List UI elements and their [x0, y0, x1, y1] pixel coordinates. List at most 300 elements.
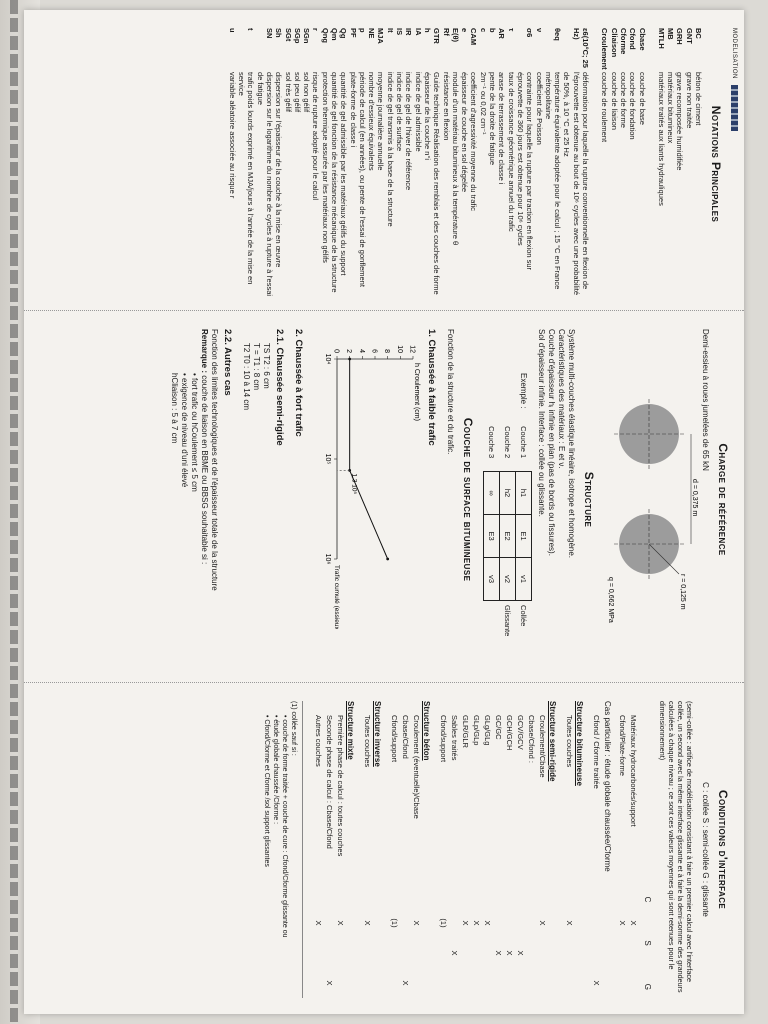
- notation-description: matériaux bitumineux: [666, 72, 676, 144]
- notation-description: trafic poids lourds exprimé en MJA/jours à l'année de la mise en service: [237, 72, 256, 285]
- notation-description: coefficient d'agressivité moyenne du trafic: [469, 72, 479, 211]
- notation-description: couche de forme: [618, 72, 628, 128]
- notation-row: [619, 28, 628, 300]
- structure-line: Caractéristiques des matériaux : E et ν.: [557, 329, 566, 469]
- remark-bullet-text: exigence de niveau d'uni élevé: [180, 378, 189, 488]
- notation-symbol: IA: [413, 28, 423, 36]
- footnote-text: couche de forme traitée + couche de cure : Cfond/Cforme glissante ou: [281, 719, 288, 938]
- notation-description: sol non gélif: [302, 72, 312, 113]
- remark-bullet: • fort trafic ou hCoulement ≤ 5 cm: [190, 373, 199, 492]
- interface-mark: [526, 938, 537, 968]
- interface-mark: [313, 968, 324, 998]
- notation-row: [395, 28, 404, 300]
- notation-symbol: MB: [666, 28, 676, 40]
- notation-description: dispersion sur le logarithme du nombre de cycles à rupture à l'essai de fatigue: [255, 72, 274, 297]
- interface-row: [564, 701, 575, 998]
- notation-symbol: Rf: [441, 28, 451, 36]
- interface-row: [335, 701, 346, 998]
- notation-description: grave recomposée humidifiée: [675, 72, 685, 171]
- notation-row: [666, 28, 675, 300]
- notation-row: [227, 28, 236, 300]
- low-traffic-heading: 1. Chaussée à faible trafic: [426, 329, 437, 446]
- interface-row-label: Autres couches: [314, 715, 323, 767]
- structure-line: Sol d'épaisseur infinie. Interface : collée ou glissante.: [537, 329, 546, 517]
- notation-symbol: CAM: [469, 28, 479, 46]
- notation-symbol: IR: [404, 28, 414, 36]
- notations-title: Notations Principales: [709, 105, 723, 223]
- remark-bullets: [179, 329, 199, 670]
- notation-description: indice de gel transmis à la base de la structure: [385, 72, 395, 227]
- notations-group-layers: [600, 28, 646, 300]
- example-label-cell: [484, 369, 500, 422]
- header-stripe: [731, 85, 738, 131]
- thickness-traffic: T = T1: [252, 343, 261, 367]
- interface-mark: [515, 968, 526, 998]
- notation-description: sol peu gélif: [292, 72, 302, 113]
- notation-symbol: ν: [534, 28, 544, 33]
- notation-description: module d'un matériau bitumineux à la température θ: [450, 72, 460, 246]
- notation-description: nombre d'essieux équivalents: [367, 72, 377, 171]
- notation-description: couche de base: [637, 72, 647, 125]
- notation-symbol: r: [311, 28, 321, 31]
- notation-row: [237, 28, 256, 300]
- interface-mark: [564, 938, 575, 968]
- interface-row: [313, 701, 324, 998]
- notation-description: couche de roulement: [600, 72, 610, 143]
- notations-group-parameters: [227, 28, 590, 300]
- interface-mark: X: [314, 920, 323, 926]
- semi-rigid-heading: 2.1. Chaussée semi-rigide: [274, 329, 285, 446]
- notation-row: [367, 28, 376, 300]
- interface-mark: [526, 908, 537, 938]
- interface-mark: [460, 968, 471, 998]
- remark-text: couche de liaison en BBME ou BBSG souhaitable si :: [200, 375, 209, 565]
- q-label: q = 0,662 MPa: [607, 577, 614, 623]
- notation-symbol: SGp: [292, 28, 302, 44]
- interface-mark: [438, 968, 449, 998]
- structure-line: Système multi-couches élastique linéaire, isotrope et homogène.: [567, 329, 576, 559]
- notation-symbol: GRH: [675, 28, 685, 45]
- notation-description: couche de fondation: [628, 72, 638, 140]
- notation-row: [675, 28, 684, 300]
- interface-mark: [400, 938, 411, 968]
- notation-symbol: PF: [348, 28, 358, 38]
- reference-caption: Demi-essieu à roues jumelées de 65 kN: [701, 329, 710, 471]
- interface-legend: C : collée S : semi-collée G : glissante: [701, 782, 710, 917]
- notation-row: [302, 28, 311, 300]
- notation-description: variable aléatoire associée au risque r: [227, 72, 237, 199]
- notation-symbol: IS: [395, 28, 405, 36]
- interface-section-title: Structure semi-rigide: [548, 701, 557, 782]
- interface-col-header: G: [643, 983, 652, 990]
- notation-row: [478, 28, 487, 300]
- notation-row: [628, 28, 637, 300]
- layer-name: Couche 2: [503, 426, 512, 459]
- notation-row: [311, 28, 320, 300]
- interface-mark: (1): [390, 918, 399, 928]
- footnote-text: étude globale chaussée /Cforme :: [272, 719, 279, 825]
- notation-row: [469, 28, 478, 300]
- interface-section-title: Structure béton: [422, 701, 431, 761]
- interface-row-label: Cfond / Cforme traitée: [592, 715, 601, 789]
- interface-row-label: GLp/GLp: [472, 715, 481, 746]
- notation-symbol: GNT: [684, 28, 694, 44]
- interface-column: [24, 682, 744, 1014]
- notation-symbol: p: [357, 28, 367, 33]
- layer-modulus: E1: [516, 515, 532, 558]
- interface-mark: [482, 938, 493, 968]
- example-label-cell: Exemple :: [519, 373, 528, 409]
- notation-description: indice de gel de l'hiver de référence: [404, 72, 414, 191]
- notation-symbol: NE: [367, 28, 377, 39]
- interface-mark: X: [412, 920, 421, 926]
- interface-mark: X: [483, 920, 492, 926]
- notation-symbol: SN: [264, 28, 274, 39]
- interface-mark: (1): [439, 918, 448, 928]
- interface-row-label: GCH/GCH: [505, 715, 514, 751]
- y-tick-label: 8: [383, 349, 391, 353]
- notation-row: [255, 28, 274, 300]
- high-traffic-heading: 2. Chaussée à fort trafic: [293, 329, 304, 437]
- notation-symbol: MJA: [376, 28, 386, 44]
- surface-thickness-chart: [317, 329, 423, 629]
- y-tick-label: 4: [357, 349, 365, 353]
- interface-mark: [591, 908, 602, 938]
- interface-mark: X: [565, 920, 574, 926]
- interface-row: [617, 701, 628, 998]
- interface-row: [591, 701, 602, 998]
- remark-bullet: • exigence de niveau d'uni élevé: [180, 373, 189, 488]
- interface-row: [362, 701, 373, 998]
- interface-row: [324, 701, 335, 998]
- notation-symbol: It: [385, 28, 395, 33]
- interface-row-label: Cfond/Plate-forme: [618, 715, 627, 776]
- notation-symbol: AR: [497, 28, 507, 39]
- thickness-row: TS T2 : 6 cm: [262, 343, 271, 389]
- notation-symbol: Cfond: [628, 28, 638, 50]
- footnote-text: Cfond/Cforme et Cforme /sol support glissantes: [263, 719, 270, 867]
- structure-title: Structure: [582, 471, 596, 528]
- footnote-title: (1) collée sauf si :: [290, 701, 297, 756]
- notation-symbol: Cforme: [618, 28, 628, 55]
- layer-thickness: h2: [500, 472, 516, 515]
- interface-mark: [389, 938, 400, 968]
- interface-mark: [617, 938, 628, 968]
- y-tick-label: 2: [345, 349, 353, 353]
- interface-mark: [324, 908, 335, 938]
- notation-row: [506, 28, 515, 300]
- interface-mark: [449, 968, 460, 998]
- notation-description: pente de la droite de fatigue: [488, 72, 498, 165]
- interface-mark: [564, 968, 575, 998]
- interface-title: Conditions d'interface: [716, 789, 730, 910]
- notation-row: [358, 28, 367, 300]
- interface-mark: X: [461, 920, 470, 926]
- layer-modulus: E3: [484, 515, 500, 558]
- d-label: d = 0,375 m: [691, 479, 698, 517]
- notation-symbol: MTLH: [656, 28, 666, 49]
- layer-poisson: v2: [500, 558, 516, 601]
- notation-description: couche de liaison: [609, 72, 619, 130]
- r-label: r = 0,125 m: [679, 574, 686, 610]
- interface-row-label: Matériaux hydrocarbonés/support: [629, 715, 638, 827]
- interface-particular-row: [591, 701, 602, 998]
- interface-row: [537, 701, 548, 998]
- notation-row: [339, 28, 348, 300]
- notation-description: coefficient de Poisson: [534, 72, 544, 145]
- notation-symbol: Cbase: [637, 28, 647, 51]
- notation-description: indice de gel admissible: [413, 72, 423, 152]
- interface-row: [411, 701, 422, 998]
- interface-row: [449, 701, 460, 998]
- running-header-label: MODELISATION: [731, 28, 738, 79]
- interface-row-label: GLR/GLR: [461, 715, 470, 748]
- interface-mark: [449, 908, 460, 938]
- notation-symbol: Qm: [330, 28, 340, 41]
- interface-mark: [411, 938, 422, 968]
- interface-mark: X: [494, 950, 503, 956]
- twin-wheel-diagram: [604, 329, 699, 670]
- footnote-line: • Cfond/Cforme et Cforme /sol support glissantes: [263, 715, 270, 867]
- notation-description: plate-forme de classe i: [348, 72, 358, 148]
- interface-mark: [313, 938, 324, 968]
- notation-symbol: Qg: [339, 28, 349, 39]
- notation-description: béton de ciment: [694, 72, 703, 126]
- interface-row: [460, 701, 471, 998]
- notation-row: [488, 28, 497, 300]
- interface-row: [504, 701, 515, 998]
- layer-name: Couche 3: [487, 426, 496, 459]
- notation-row: [348, 28, 357, 300]
- notation-row: [451, 28, 460, 300]
- interface-section-title: Structure inverse: [373, 701, 382, 767]
- interface-section-title: Structure mixte: [346, 701, 355, 760]
- notations-group-materials: [657, 28, 703, 300]
- footnote-line: • étude globale chaussée /Cforme :: [272, 715, 279, 825]
- reference-column: [24, 310, 744, 682]
- notation-row: [544, 28, 563, 300]
- semi-collee-note: (semi-collée : artifice de modélisation consistant à faire un premier calcul avec l'interface collée, un second avec la même interface glissante et à faire la demi-somme des grandeurs calculées à chaque niveau ; ce sont ces valeurs moyennes qui sont retenues pour le dimensionnement): [658, 701, 694, 993]
- notation-description: taux de croissance géométrique annuel du trafic: [506, 72, 516, 232]
- interface-row: [526, 701, 537, 998]
- other-cases-text: Fonction des limites technologiques et de l'épaisseur totale de la structure: [210, 329, 219, 591]
- layer-name: Couche 1: [519, 426, 528, 459]
- remark-bullet-text: fort trafic ou hCoulement ≤ 5 cm: [190, 378, 199, 492]
- interface-col-header: C: [643, 896, 652, 903]
- notation-description: sol très gélif: [283, 72, 293, 113]
- notation-symbol: Cliaison: [609, 28, 619, 58]
- notation-row: [432, 28, 441, 300]
- notation-row: [534, 28, 543, 300]
- interface-footnote: [262, 701, 303, 998]
- notation-description: indice de gel de surface: [395, 72, 405, 152]
- notation-symbol: Qng: [320, 28, 330, 43]
- interface-mark: [335, 968, 346, 998]
- interface-row: [389, 701, 400, 998]
- interface-row-label: Cfond/support: [439, 715, 448, 763]
- notation-symbol: b: [488, 28, 498, 33]
- interface-row-label: Seconde phase de calcul : Cbase/Cfond: [325, 715, 334, 849]
- interface-row: [628, 701, 639, 998]
- interface-mark: [482, 968, 493, 998]
- interface-row-label: GLg/GLg: [483, 715, 492, 746]
- interface-mark: [335, 938, 346, 968]
- surface-title: Couche de surface bitumineuse: [461, 417, 475, 582]
- notation-description: 2m⁻¹ ou 0,02 cm⁻¹: [478, 72, 488, 135]
- interface-mark: [471, 968, 482, 998]
- interface-mark: [504, 908, 515, 938]
- notation-row: [423, 28, 432, 300]
- interface-row-label: Cbase/Cfond :: [527, 715, 536, 763]
- notation-description: dispersion sur l'épaisseur de la couche à la mise en œuvre: [274, 72, 284, 268]
- interface-col-header: S: [643, 940, 652, 946]
- interface-mark: [617, 968, 628, 998]
- interface-mark: X: [618, 920, 627, 926]
- interface-sections: [313, 701, 584, 998]
- notation-row: [562, 28, 590, 300]
- notation-symbol: SGn: [302, 28, 312, 44]
- notation-symbol: Croulement: [600, 28, 610, 70]
- notation-description: température équivalente adoptée pour le calcul ; 15 °C en France métropolitaine: [543, 72, 563, 290]
- interface-mark: [400, 908, 411, 938]
- interface-mark: X: [516, 950, 525, 956]
- x-tick-label: 10⁴: [324, 353, 331, 365]
- notation-description: contrainte pour laquelle la rupture par traction en flexion sur éprouvette de 360 jours est obtenue pour 10⁶ cycles: [515, 72, 535, 271]
- layer-modulus: E2: [500, 515, 516, 558]
- notation-description: arase de terrassement de classe i: [497, 72, 507, 185]
- interface-mark: X: [450, 950, 459, 956]
- interface-row-label: Sables traités: [450, 715, 459, 761]
- interface-row-label: Première phase de calcul : toutes couches: [336, 715, 345, 857]
- interface-mark: [493, 908, 504, 938]
- y-tick-label: 10: [395, 345, 403, 353]
- x-tick-label: 10⁶: [324, 553, 331, 565]
- surface-intro: Fonction de la structure et du trafic.: [446, 329, 455, 455]
- notation-row: [293, 28, 302, 300]
- layer-interface: Glissante: [503, 605, 512, 637]
- thickness-value: 10 à 14 cm: [242, 370, 251, 410]
- other-cases-heading: 2.2. Autres cas: [222, 329, 233, 396]
- interface-mark: X: [629, 920, 638, 926]
- interface-row-label: Cbase/Cfond: [401, 715, 410, 759]
- structure-description: [536, 329, 576, 670]
- interface-mark: [628, 938, 639, 968]
- interface-section-title: Structure bitumineuse: [575, 701, 584, 786]
- layer-poisson: v1: [516, 558, 532, 601]
- interface-row-label: GCV/GCV: [516, 715, 525, 750]
- data-point: [386, 558, 389, 561]
- notation-row: [404, 28, 413, 300]
- interface-mark: X: [336, 920, 345, 926]
- layer-poisson: v3: [484, 558, 500, 601]
- interface-row-label: Croulement (éventuelle)/Cbase: [412, 715, 421, 819]
- interface-mark: [537, 938, 548, 968]
- notation-row: [694, 28, 703, 300]
- interface-mark: X: [363, 920, 372, 926]
- interface-row: [493, 701, 504, 998]
- notation-row: [637, 28, 646, 300]
- layer-interface: Collée: [519, 605, 528, 627]
- structure-line: Couche d'épaisseur hᵢ infinie en plan (pas de bords ou fissures).: [547, 329, 556, 556]
- interface-mark: X: [472, 920, 481, 926]
- interface-mark: [389, 968, 400, 998]
- particular-case: Cas particulier : étude globale chaussée/Cforme: [603, 701, 612, 872]
- interface-mark: [515, 908, 526, 938]
- interface-row: [471, 701, 482, 998]
- notation-description: moyenne journalière annuelle: [376, 72, 386, 171]
- twin-wheel-svg: [604, 329, 699, 669]
- notation-symbol: c: [478, 28, 488, 33]
- thickness-value: 6 cm: [262, 371, 271, 389]
- notation-symbol: σ6: [525, 28, 535, 38]
- notation-symbol: θeq: [553, 28, 563, 41]
- interface-mark: [493, 968, 504, 998]
- notation-row: [600, 28, 609, 300]
- y-tick-label: 6: [370, 349, 378, 353]
- notation-symbol: Sh: [274, 28, 284, 38]
- interface-mark: [411, 968, 422, 998]
- notation-row: [274, 28, 283, 300]
- y-axis-label: h Croulement (cm): [413, 363, 420, 421]
- thickness-row: T = T1 : 8 cm: [252, 343, 261, 391]
- interface-mark: X: [538, 920, 547, 926]
- layer-interface: [484, 601, 500, 649]
- notation-row: [386, 28, 395, 300]
- notation-symbol: t: [246, 28, 256, 31]
- reference-title: Charge de référence: [716, 443, 730, 556]
- interface-row: [438, 701, 449, 998]
- notation-symbol: τ: [506, 28, 516, 32]
- interface-mark: [362, 968, 373, 998]
- footnote-line: • couche de forme traitée + couche de cure : Cfond/Cforme glissante ou: [281, 715, 288, 938]
- notation-row: [320, 28, 329, 300]
- notation-description: épaisseur de la couche n°i: [422, 72, 432, 161]
- running-header: [731, 28, 738, 300]
- notation-description: risque de rupture adopté pour le calcul: [311, 72, 321, 200]
- interface-row-label: Croulement/Cbase: [538, 715, 547, 778]
- notation-row: [330, 28, 339, 300]
- notation-description: quantité de gel admissible par les matériaux gélifs du support: [339, 72, 349, 276]
- notation-description: quantité de gel fonction de la résistance mécanique de la structure: [330, 72, 340, 293]
- notation-description: Guide technique Réalisation des remblais et des couches de forme: [432, 72, 442, 295]
- notation-description: déformation pour laquelle la rupture conventionnelle en flexion de l'éprouvette est obtenue au bout de 10⁶ cycles avec une probabilité de 50%, à 10 °C et 25 Hz: [562, 72, 591, 296]
- interface-row: [482, 701, 493, 998]
- interface-mark: [504, 968, 515, 998]
- semi-rigid-thickness-list: [241, 329, 271, 670]
- thickness-traffic: T2 T0: [242, 343, 251, 364]
- data-point: [348, 358, 351, 361]
- interface-mark: [471, 938, 482, 968]
- interface-mark: [324, 938, 335, 968]
- annotation-label: 1,3 10⁵: [350, 473, 358, 495]
- interface-mark: [628, 968, 639, 998]
- interface-mark: X: [401, 980, 410, 986]
- thickness-series-line: [350, 359, 388, 559]
- notation-symbol: SGt: [283, 28, 293, 42]
- notation-description: épaisseur de couche en sol dégelée: [460, 72, 470, 193]
- example-label-cell: [500, 369, 516, 422]
- punch-holes: [10, 0, 18, 1024]
- layer-row: [516, 369, 532, 649]
- notation-symbol: u: [227, 28, 237, 33]
- notation-row: [283, 28, 292, 300]
- interface-mark: [537, 968, 548, 998]
- notation-row: [497, 28, 506, 300]
- interface-column-headers: [643, 701, 652, 990]
- notation-symbol: h: [422, 28, 432, 33]
- notation-symbol: E(θ): [450, 28, 460, 43]
- notations-column: [24, 10, 744, 310]
